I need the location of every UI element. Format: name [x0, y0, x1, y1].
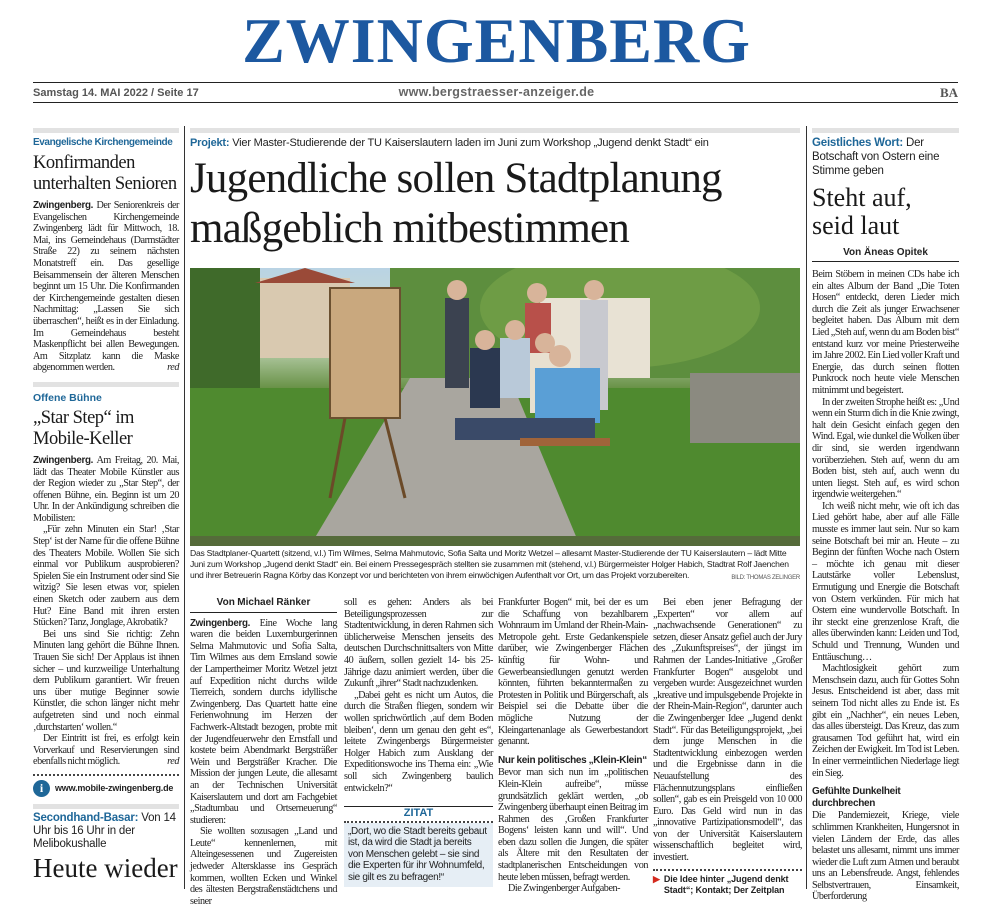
headline-line-2[interactable]: maßgeblich mitbestimmen — [190, 205, 629, 252]
divider — [33, 82, 958, 83]
article-body — [33, 455, 179, 768]
info-url[interactable]: www.mobile-zwingenberg.de — [55, 783, 174, 794]
kicker-label: Projekt: — [190, 137, 230, 149]
article-body — [33, 200, 179, 374]
column-divider — [806, 126, 807, 889]
related-link-text[interactable]: Die Idee hinter „Jugend denkt Stadt“; Kontakt; Der Zeitplan — [663, 873, 789, 895]
paragraph: Sie wollten sozusagen „Land und Leute“ kennenlernen, mit Alteingesessenen und Zugereisten jedweder Altersklasse ins Gespräch kommen, wollten Ecken und Winkel des ältesten Bergstraßenstädtchens und seiner — [190, 826, 337, 907]
column-divider — [184, 126, 185, 889]
paragraph: In der zweiten Strophe heißt es: „Und wenn ein Sturm dich in die Knie zwingt, halt dein Gesicht einfach gegen den Wind. Egal, wie dunkel die Wolken über dir sind, sie werden irgendwann vorüberziehen. Steh auf, wenn du am Boden bist, steh auf, auch wenn du unten liegst. Steh auf, es wird schon irgendwie weitergehen.“ — [812, 396, 959, 501]
photo-credit: BILD: THOMAS ZELINGER — [731, 575, 800, 581]
related-link[interactable] — [653, 874, 802, 896]
byline: Von Äneas Opitek — [812, 247, 959, 262]
dateline: Samstag 14. MAI 2022 / Seite 17 — [33, 87, 199, 99]
article-star-step — [33, 382, 179, 797]
paragraph: „Dabei geht es nicht um Autos, die durch die Straßen fliegen, sondern wir wollen sprichwörtlich ‚auf dem Boden bleiben‘, denn um genau den geht es“, leitete Zwingenbergs Bürgermeister Holger Habich zum Ausklang der Expeditionswoche ins Thema ein: „Wie soll sich Zwingenberg baulich entwickeln?“ — [344, 689, 493, 794]
caption-text: Das Stadtplaner-Quartett (sitzend, v.l.) Tim Wilmes, Selma Mahmutovic, Sofia Salta und Moritz Wetzel – allesamt Master-Studierende der TU Kaiserslautern – lädt Mitte Juni zum Workshop „Jugend denkt Stadt“ ein. Bei einem Pressegespräch stellten sie zusammen mit (stehend, v.l.) Bürgermeister Holger Habich, Stadtrat Rolf Jaenchen und ihrer Betreuerin Ragna Körby das Konzept vor und berichteten von ihrem einwöchigen Aufenthalt vor Ort, um das Projekt vorzubereiten. — [190, 548, 789, 580]
subheading: Nur kein politisches „Klein-Klein“ — [498, 754, 647, 766]
article-basar — [33, 804, 179, 883]
pull-quote: „Dort, wo die Stadt bereits gebaut ist, da wird die Stadt ja bereits von Menschen gelebt – sie sind die Experten für ihr Wohnumfeld, sie gilt es zu befragen!“ — [344, 823, 493, 887]
article-konfirmanden — [33, 128, 179, 374]
paragraph: Machtlosigkeit gehört zum Menschsein dazu, auch für Gottes Sohn Jesus. Entscheidend ist aber, dass mit seinem Tod nicht alles zu Ende ist. Es gibt ein „Nachher“, ein neues Leben, das alles übersteigt. Das Kreuz, das zum grausamen Tod geführt hat, wird ein Zeichen der Ewigkeit. Im Tod ist Leben. In einer vermeintlichen Niederlage liegt ein Sieg. — [812, 663, 959, 779]
subheading: Gefühlte Dunkelheit durchbrechen — [812, 786, 901, 809]
headline-line-1[interactable]: Jugendliche sollen Stadtplanung — [190, 155, 722, 202]
masthead-title[interactable]: ZWINGENBERG — [242, 5, 751, 76]
paragraph: Die Zwingenberger Aufgaben- — [508, 883, 621, 895]
paragraph: „Für zehn Minuten ein Star! ‚Star Step‘ ist der Name für die offene Bühne des Theaters Mobile. Wollen Sie sich einmal vor Publikum ausprobieren? Spielen Sie ein Instrument oder sind Sie witzig? Sie lesen etwas vor, spielen einen Sketch oder zaubern aus dem Hut? Eine Band mit ihren ersten Stücken? Tanz, Jonglage, Akrobatik? — [33, 524, 179, 629]
author-sign: red — [167, 756, 179, 768]
kicker: Von 14 Uhr bis 16 Uhr in der Melibokushalle — [33, 811, 176, 850]
headline[interactable]: Steht auf, seid laut — [812, 183, 912, 240]
kicker: Offene Bühne — [33, 391, 102, 404]
headline[interactable]: Heute wieder — [33, 852, 178, 883]
edition-code: BA — [939, 85, 958, 100]
website-url[interactable]: www.bergstraesser-anzeiger.de — [398, 85, 595, 99]
paragraph: soll es gehen: Anders als bei Beteiligungsprozessen zur Stadtentwicklung, in deren Rahmen sich üblicherweise Menschen jenseits des deutschen Durchschnittsalters von Mitte 40 äußern, sollen gezielt 14- bis 25-Jährige dazu animiert werden, über die Zukunft „ihrer“ Stadt nachzudenken. — [344, 597, 493, 690]
paragraph: Die Pandemiezeit, Kriege, viele schlimmen Krankheiten, Hungersnot in vielen Ländern der Erde, das alles belastet uns allesamt, nimmt uns immer wieder die Luft zum Atmen und beraubt uns an Lebensfreude. Angst, fehlendes Selbstvertrauen, Einsamkeit, Überforderung — [812, 810, 959, 903]
paragraph: Beim Stöbern in meinen CDs habe ich ein altes Album der Band „Die Toten Hosen“ entdeckt, deren Lieder mich durch die Zeit als junger Erwachsener begleitet haben. Das Album mit dem Lied „Steh auf, wenn du am Boden bist“ entstand kurz vor meine Priesterweihe im Jahre 2002. Ein Lied voller Kraft und Energie, das durch seinen flotten Punkrock noch heute viele Menschen mitnimmt und begeistert. — [812, 269, 959, 396]
body-column-1 — [190, 597, 337, 907]
paragraph: Frankfurter Bogen“ mit, bei der es um die Schaffung von bezahlbarem Wohnraum im Umland der Rhein-Main-Metropole geht. Erste Gedankenspiele darüber, wie Zwingenberger Flächen künftig für Wohn- und Gewerbeansiedlungen genutzt werden könnten, führten bekanntermaßen zu Protesten in Politik und Bürgerschaft, als Beispiel sei die Debatte über die mögliche Nutzung der Kleingartenanlage als Gewerbestandort genannt. — [498, 597, 648, 748]
kicker: Vier Master-Studierende der TU Kaiserslautern laden im Juni zum Workshop „Jugend denkt Stadt“ ein — [232, 137, 709, 149]
section-bar — [33, 128, 179, 133]
left-column — [33, 128, 179, 883]
kicker: Evangelische Kirchengemeinde — [33, 137, 173, 148]
paragraph: Bei eben jener Befragung der „Experten“ vor allem auf „nachwachsende Generationen“ zu setzen, dieser Ansatz gefiel auch der Jury des „Zukunftspreises“, der jüngst im Rahmen der Landes-Initiative „Großer Frankfurter Bogen“ ausgelobt und vergeben wurde: Ausgezeichnet wurden „kreative und impulsgebende Projekte in der Rhein-Main-Region“, darunter auch die Zwingenberger Idee „Jugend denkt Stadt“. Für das Beteiligungsprojekt, „bei dem junge Menschen in die Stadtentwicklung einbezogen werden und die Ergebnisse dann in die Neuaufstellung des Flächennutzungsplans einfließen sollen“, gab es ein Preisgeld von 10 000 Euro. Das Geld wird nun in das „innovative Partizipationsmodell“, das von der Universität Kaiserslautern wissenschaftlich begleitet wird, investiert. — [653, 597, 802, 864]
dotted-divider — [33, 774, 179, 776]
paragraph: Bei uns sind Sie richtig: Zehn Minuten lang gehört die Bühne Ihnen. Trauen Sie sich! Der Applaus ist ihnen sicher – und kurzweilige Unterhaltung dem Publikum garantiert. Wir freuen uns über mutige Beginner sowie Künstler, die schon länger nicht mehr aufgetreten sind und noch einmal ‚durchstarten‘ wollen.“ — [33, 628, 179, 733]
section-bar — [33, 382, 179, 387]
byline: Von Michael Ränker — [190, 597, 337, 613]
photo-caption — [190, 548, 800, 584]
article-geistliches-wort — [812, 128, 959, 903]
main-article — [190, 128, 800, 254]
dotted-divider — [653, 869, 802, 871]
paragraph: Der Eintritt ist frei, es erfolgt kein Vorverkauf und Reservierungen sind ebenfalls nicht möglich. — [33, 733, 179, 768]
kicker: Der Botschaft von Ostern eine Stimme geben — [812, 137, 940, 177]
section-bar — [33, 804, 179, 809]
paragraph: Am Freitag, 20. Mai, lädt das Theater Mobile Künstler aus der Region wieder zu „Star Step“, der offenen Bühne, ein. Beginn ist um 20 Uhr. In der Ankündigung schreiben die Mobilisten: — [33, 454, 179, 524]
dateline-location: Zwingenberg. — [33, 200, 94, 211]
paragraph: Eine Woche lang waren die beiden Luxemburgerinnen Selma Mahmutovic und Sofia Salta, Tim Wilmes aus dem Emsland sowie der Lampertheimer Moritz Wetzel jetzt auf Expedition nicht durchs wilde Tierreich, sondern durchs idyllische Zwingenberg. Das Quartett hatte eine Ferienwohnung im Herzen der Fachwerk-Altstadt bezogen, probte mit der Jugendfeuerwehr den Ernstfall und kostete beim Abendmarkt Bergsträßer Wein und Bergsträßer Kracher. Die Mission der jungen Leute, die allesamt an der Technischen Universität Kaiserslautern und dort am Fachgebiet „Stadtumbau und Ortserneuerung“ studieren: — [190, 617, 337, 826]
body-column-2 — [344, 597, 493, 887]
kicker-label: Secondhand-Basar: — [33, 811, 139, 824]
article-body — [812, 269, 959, 903]
section-bar — [190, 128, 800, 133]
quote-label: ZITAT — [403, 807, 434, 820]
arrow-right-icon: ▶ — [653, 873, 660, 884]
article-photo[interactable] — [190, 268, 800, 546]
info-link[interactable] — [33, 780, 179, 797]
body-column-3 — [498, 597, 648, 895]
photo-illustration — [190, 268, 800, 546]
dateline-location: Zwingenberg. — [190, 617, 251, 629]
paragraph: Ich weiß nicht mehr, wie oft ich das Lied gehört habe, aber auf alle Fälle musste es immer laut sein. Nur so kam seine Botschaft bei mir an. Heute – zu Beginn der fünften Woche nach Ostern – möchte ich genau mit dieser Lautstärke voller Lebenslust, Ermutigung und Energie die Botschaft von Ostern verkünden. Für mich hat Ostern eine wundervolle Botschaft. In ihr steckt eine grenzenlose Kraft, die alles überwinden kann: Leiden und Tod, Schuld und Trennung, Wunden und Enttäuschung… — [812, 500, 959, 663]
section-bar — [812, 128, 959, 133]
dateline-location: Zwingenberg. — [33, 454, 94, 466]
paragraph: Bevor man sich nun im „politischen Klein-Klein aufreibe“, müsse grundsätzlich geklärt werden, „ob Zwingenberg überhaupt einen Beitrag im Rahmen des ‚Großen Frankfurter Bogens‘ leisten kann und will“. Und eben dazu sollen die Jungen, die später als Ältere mit den Resultaten der stadtplanerischen Entscheidungen von heute leben müssen, befragt werden. — [498, 767, 648, 883]
body-column-4 — [653, 597, 802, 896]
kicker-label: Geistliches Wort: — [812, 137, 903, 149]
author-sign: red — [167, 362, 179, 374]
headline[interactable]: „Star Step“ im Mobile-Keller — [33, 407, 134, 449]
headline[interactable]: Konfirmanden unterhalten Senioren — [33, 153, 177, 194]
info-icon: i — [33, 780, 50, 797]
paragraph: Der Seniorenkreis der Evangelischen Kirchengemeinde Zwingenberg lädt für Mittwoch, 18. Mai, ins Gemeindehaus (Darmstädter Straße 22) zu seinem nächsten Monatstreff ein. Das gesellige Beisammensein der älteren Menschen beginnt um 15 Uhr. Die Konfirmanden der Kirchengemeinde gestalten diesen Nachmittag: „Lassen Sie sich überraschen“, heißt es in der Einladung. Im Gemeindehaus besteht Maskenpflicht bei allen Bewegungen. Am Sitzplatz kann die Maske abgenommen werden. — [33, 200, 179, 374]
divider — [33, 102, 958, 103]
